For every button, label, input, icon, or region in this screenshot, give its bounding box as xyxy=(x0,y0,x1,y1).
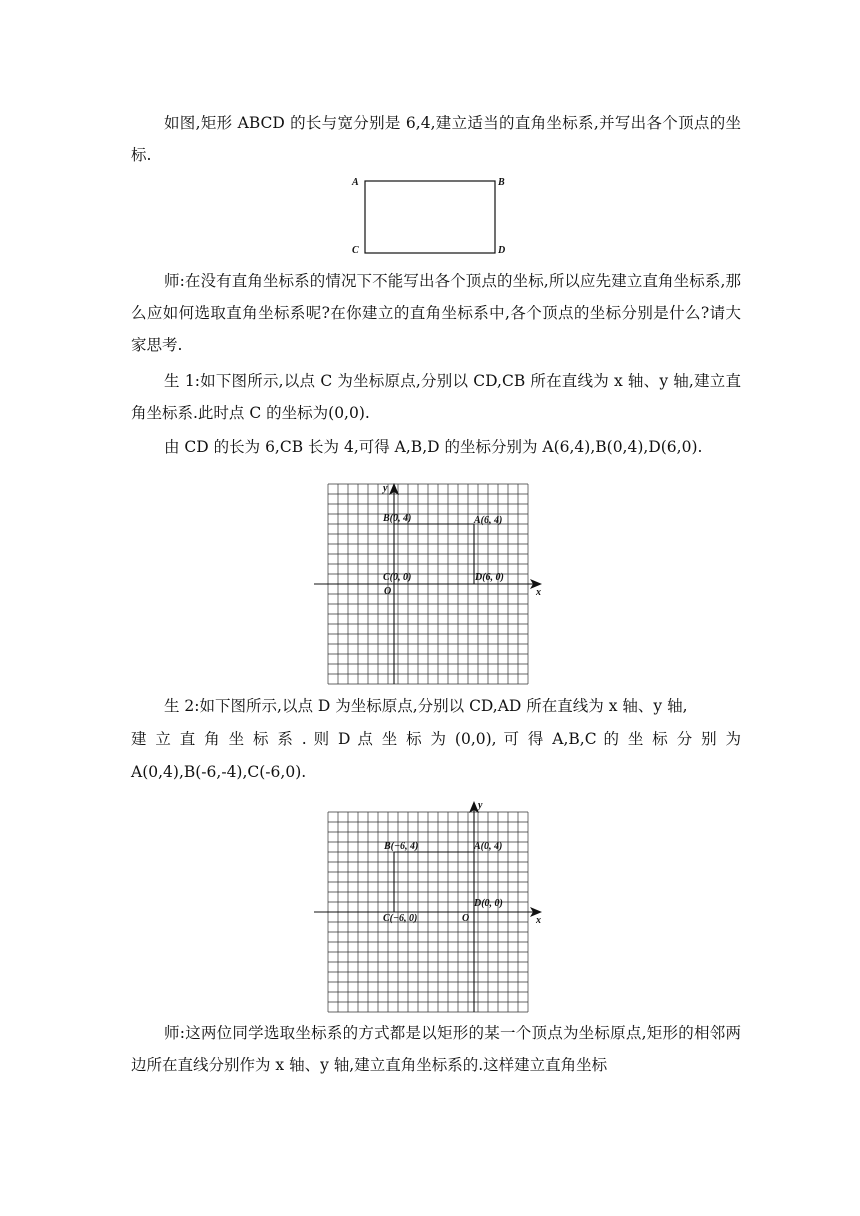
paragraph-student-2-line-2: 建 立 直 角 坐 标 系 . 则 D 点 坐 标 为 (0,0), 可 得 A,B,C 的 坐 标 分 别 为 xyxy=(131,730,741,748)
point-c-label: C(0, 0) xyxy=(383,572,412,583)
paragraph-problem: 如图,矩形 ABCD 的长与宽分别是 6,4,建立适当的直角坐标系,并写出各个顶点的坐标. xyxy=(131,114,741,164)
paragraph-teacher-1: 师:在没有直角坐标系的情况下不能写出各个顶点的坐标,所以应先建立直角坐标系,那么应如何选取直角坐标系呢?在你建立的直角坐标系中,各个顶点的坐标分别是什么?请大家思考. xyxy=(131,272,741,354)
rectangle-figure xyxy=(345,172,515,260)
coordinate-grid-figure-2 xyxy=(312,794,548,1014)
y-axis-label: y xyxy=(478,800,483,811)
point-b-label: B(−6, 4) xyxy=(384,841,419,852)
vertex-d-label: D xyxy=(498,245,506,256)
point-d-label: D(6, 0) xyxy=(475,572,504,583)
vertex-a-label: A xyxy=(352,177,359,188)
origin-label: O xyxy=(462,913,470,924)
paragraph-student-2-line-3: A(0,4),B(-6,-4),C(-6,0). xyxy=(131,763,307,781)
paragraph-teacher-2: 师:这两位同学选取坐标系的方式都是以矩形的某一个顶点为坐标原点,矩形的相邻两边所在直线分别作为 x 轴、y 轴,建立直角坐标系的.这样建立直角坐标 xyxy=(131,1024,741,1074)
x-axis-label: x xyxy=(536,915,541,926)
coordinate-grid-figure-1 xyxy=(312,466,548,686)
vertex-b-label: B xyxy=(498,177,505,188)
x-axis-label: x xyxy=(536,587,541,598)
paragraph-student-1: 生 1:如下图所示,以点 C 为坐标原点,分别以 CD,CB 所在直线为 x 轴、y 轴,建立直角坐标系.此时点 C 的坐标为(0,0). xyxy=(131,372,741,422)
point-a-label: A(6, 4) xyxy=(474,515,503,526)
point-b-label: B(0, 4) xyxy=(383,513,412,524)
paragraph-student-1-result: 由 CD 的长为 6,CB 长为 4,可得 A,B,D 的坐标分别为 A(6,4),B(0,4),D(6,0). xyxy=(164,438,703,456)
vertex-c-label: C xyxy=(352,245,359,256)
point-c-label: C(−6, 0) xyxy=(383,913,418,924)
point-a-label: A(0, 4) xyxy=(474,841,503,852)
paragraph-student-2-line-1: 生 2:如下图所示,以点 D 为坐标原点,分别以 CD,AD 所在直线为 x 轴、y 轴, xyxy=(164,697,688,715)
rectangle-abcd xyxy=(365,181,495,253)
y-axis-label: y xyxy=(383,483,388,494)
origin-label: O xyxy=(384,586,392,597)
point-d-label: D(0, 0) xyxy=(474,898,503,909)
